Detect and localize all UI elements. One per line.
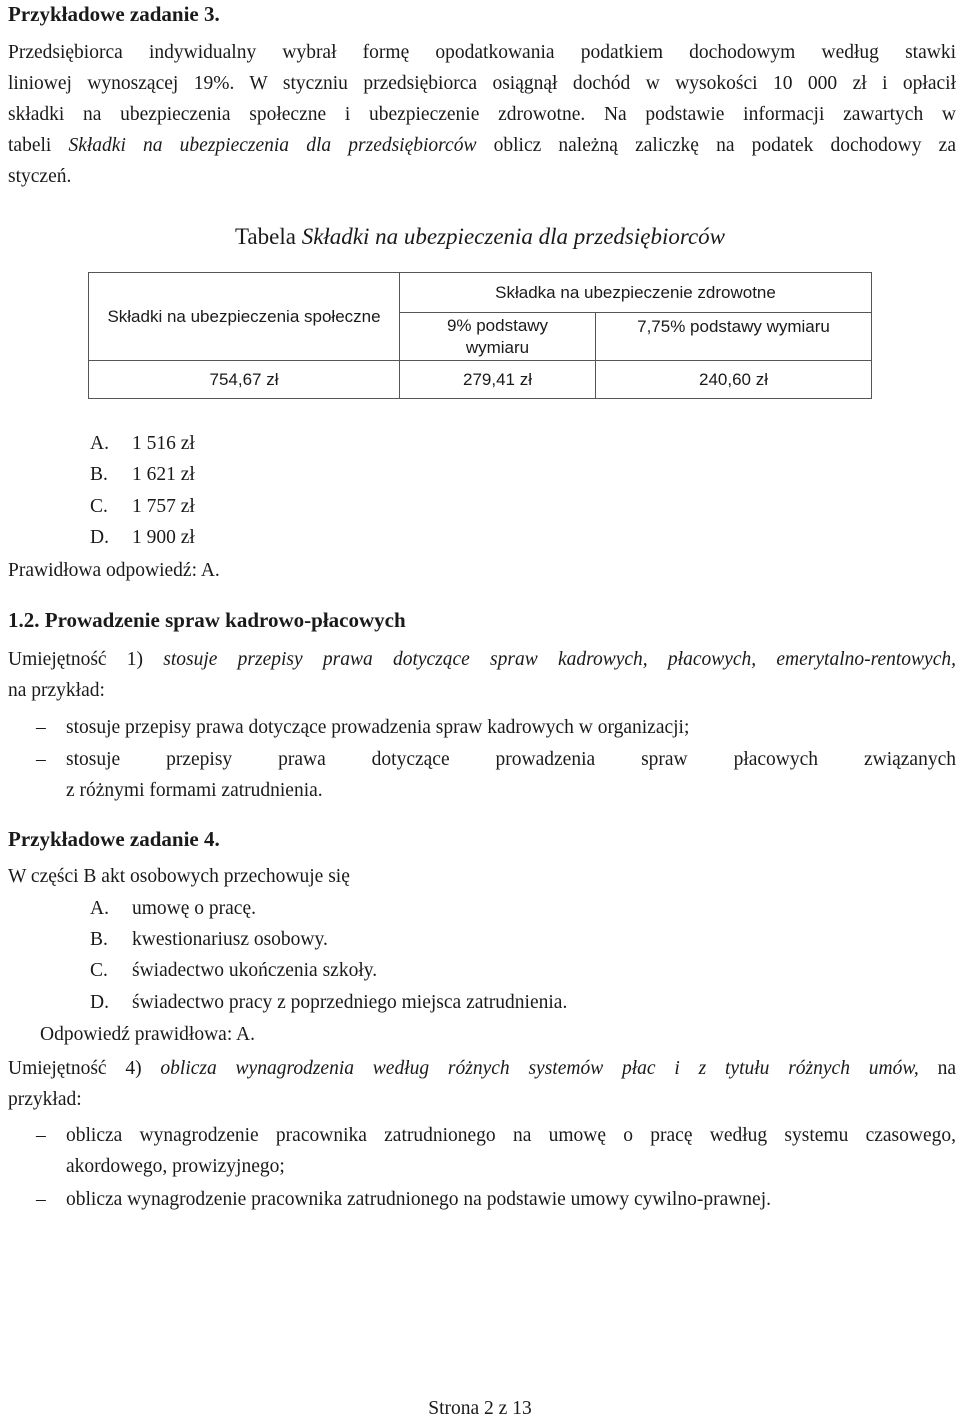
task3-line-4 [8, 130, 956, 161]
table-title [0, 224, 960, 250]
task3-line-1: Przedsiębiorca indywidualny wybrał formę opodatkowania podatkiem dochodowym według stawki [8, 42, 956, 63]
skill-1-line-1: Umiejętność 1) stosuje przepisy prawa dotyczące spraw kadrowych, płacowych, emerytalno-rentowych, [8, 649, 956, 670]
task3-line-5: styczeń. [8, 166, 72, 187]
dash-marker: – [36, 1189, 46, 1210]
task4-question: W części B akt osobowych przechowuje się [8, 866, 350, 887]
task3-heading: Przykładowe zadanie 3. [8, 2, 220, 26]
section-heading: 1.2. Prowadzenie spraw kadrowo-płacowych [8, 608, 406, 632]
table-title-name: Składki na ubezpieczenia dla przedsiębiorców [301, 224, 726, 249]
section-skill-1 [8, 644, 956, 706]
table-title-prefix: Tabela [234, 224, 302, 249]
task4-heading: Przykładowe zadanie 4. [8, 827, 220, 851]
header-health-9: 9% podstawy wymiaru [400, 313, 596, 361]
task4-option-c: C. świadectwo ukończenia szkoły. [90, 960, 378, 981]
task4-option-d: D. świadectwo pracy z poprzedniego miejsca zatrudnienia. [90, 992, 568, 1013]
dash-marker: – [36, 749, 46, 770]
task4-option-b: B. kwestionariusz osobowy. [90, 929, 328, 950]
task4-skill [8, 1053, 956, 1115]
page-footer: Strona 2 z 13 [428, 1398, 532, 1419]
value-health-775: 240,60 zł [596, 361, 872, 399]
task3-table-reference: Składki na ubezpieczenia dla przedsiębiorców [68, 135, 477, 156]
contributions-table [88, 272, 872, 399]
value-health-9: 279,41 zł [400, 361, 596, 399]
header-health: Składka na ubezpieczenie zdrowotne [400, 273, 872, 313]
task3-option-c: C. 1 757 zł [90, 496, 195, 517]
task3-line-2: liniowej wynoszącej 19%. W styczniu przedsiębiorca osiągnął dochód w wysokości 10 000 zł i opłacił [8, 73, 956, 94]
value-social: 754,67 zł [89, 361, 400, 399]
header-health-775: 7,75% podstawy wymiaru [596, 313, 872, 361]
skill-4-description: oblicza wynagrodzenia według różnych systemów płac i z tytułu różnych umów, [160, 1058, 919, 1079]
task4-bullet-2: – oblicza wynagrodzenie pracownika zatrudnionego na podstawie umowy cywilno-prawnej. [36, 1184, 956, 1215]
header-social: Składki na ubezpieczenia społeczne [89, 273, 400, 361]
skill-4-line-1: Umiejętność 4) oblicza wynagrodzenia według różnych systemów płac i z tytułu różnych umów, na [8, 1058, 956, 1079]
skill-1-line-2: na przykład: [8, 680, 105, 701]
task4-bullet-1: – oblicza wynagrodzenie pracownika zatrudnionego na umowę o pracę według systemu czasowego, akordowego, prowizyjnego; [36, 1120, 956, 1182]
task4-option-a: A. umowę o pracę. [90, 898, 256, 919]
skill-1-description: stosuje przepisy prawa dotyczące spraw kadrowych, płacowych, emerytalno-rentowych, [163, 649, 956, 670]
task3-option-d: D. 1 900 zł [90, 527, 195, 548]
task3-line-4-end: oblicz należną zaliczkę na podatek dochodowy za [476, 135, 956, 156]
task3-line-3: składki na ubezpieczenia społeczne i ubezpieczenie zdrowotne. Na podstawie informacji zawartych w [8, 104, 956, 125]
skill-4-line-2: przykład: [8, 1089, 82, 1110]
dash-marker: – [36, 717, 46, 738]
task3-line-4-start: tabeli [8, 135, 69, 156]
dash-marker: – [36, 1125, 46, 1146]
task3-option-a: A. 1 516 zł [90, 433, 195, 454]
task3-answer: Prawidłowa odpowiedź: A. [8, 560, 220, 581]
section-bullet-2: – stosuje przepisy prawa dotyczące prowadzenia spraw płacowych związanych z różnymi formami zatrudnienia. [36, 744, 956, 806]
task3-option-b: B. 1 621 zł [90, 464, 195, 485]
task4-answer: Odpowiedź prawidłowa: A. [40, 1024, 255, 1045]
section-bullet-1: – stosuje przepisy prawa dotyczące prowadzenia spraw kadrowych w organizacji; [36, 712, 956, 743]
task3-paragraph [8, 37, 956, 192]
